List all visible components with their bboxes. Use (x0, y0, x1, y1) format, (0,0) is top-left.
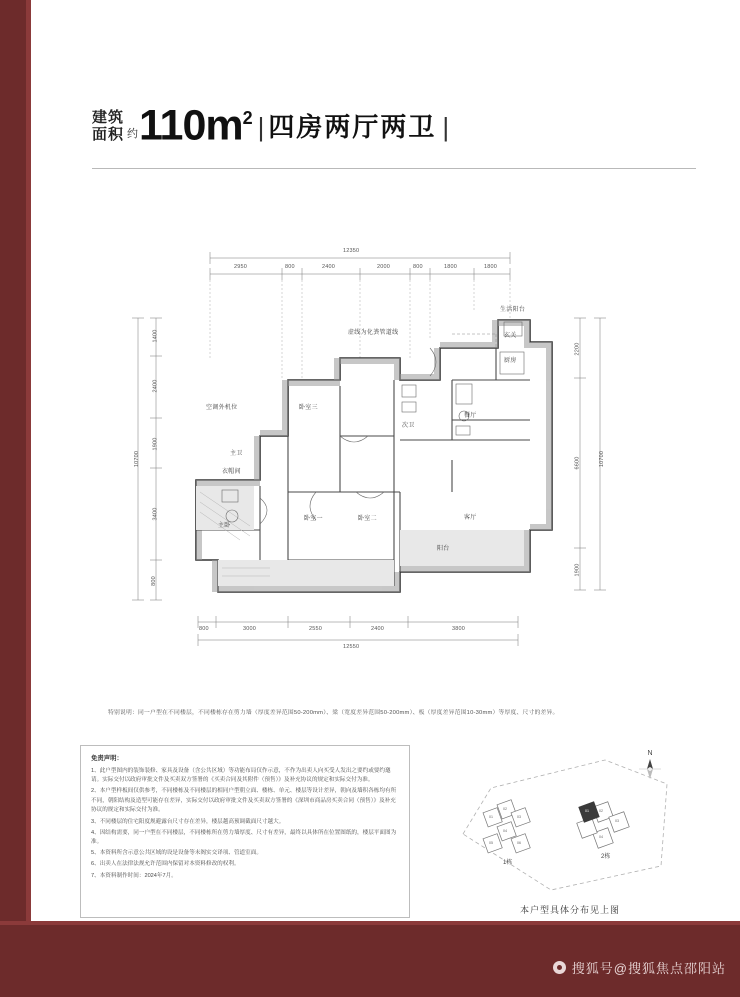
dim-left-3: 3400 (152, 507, 159, 521)
watermark (553, 958, 726, 977)
area-label-line1: 建筑 (92, 109, 125, 127)
svg-text:06: 06 (517, 841, 521, 845)
disclaimer-box (80, 745, 410, 918)
svg-text:02: 02 (599, 809, 603, 813)
dim-bottom-0: 800 (199, 626, 209, 632)
title-separator-left: | (257, 112, 265, 143)
page-title (92, 96, 453, 150)
approx-label: 约 (127, 128, 139, 141)
svg-text:02: 02 (503, 807, 507, 811)
north-label: N (647, 750, 653, 757)
key-plan (455, 748, 685, 923)
room-label-second-bath: 次卫 (402, 423, 415, 429)
disclaimer-item: 3、不同楼层的住宅阳度规避露台尺寸存在差异，楼层越高预调截面尺寸越大。 (91, 818, 285, 825)
svg-text:01: 01 (489, 815, 493, 819)
area-label-line2: 面积 (92, 126, 125, 144)
room-label-dining: 餐厅 (464, 413, 477, 419)
floorplan-svg (100, 230, 660, 670)
dim-top-3: 2000 (377, 264, 391, 270)
dim-bottom-2: 2550 (309, 626, 323, 632)
floorplan-drawing (100, 230, 660, 670)
title-separator-right: | (442, 112, 450, 143)
room-count-label: 四房两厅两卫 (268, 112, 437, 143)
dim-bottom-1: 3000 (243, 626, 257, 632)
room-label-balcony: 阳台 (437, 546, 450, 552)
dim-left-total: 10700 (134, 450, 141, 468)
north-arrow-icon (637, 757, 663, 781)
svg-text:05: 05 (489, 841, 493, 845)
disclaimer-item: 1、此户型图内的装饰装修、家具及设备（含公共区域）等功能布局仅作示意，不作为出卖人向买受人发出之要约或要约邀请。实际交付以政府审批文件及买卖双方签署的《买卖合同及其附件（预售）》及补充协议的规定和实际交付为准。 (91, 767, 391, 784)
area-number: 110 (139, 101, 206, 150)
svg-text:03: 03 (517, 815, 521, 819)
dim-top-2: 2400 (322, 264, 336, 270)
area-value (139, 96, 252, 150)
dim-top-0: 2950 (234, 264, 248, 270)
disclaimer-item: 7、本资料制作时间：2024年7月。 (91, 872, 177, 879)
left-accent-bar-highlight (26, 0, 31, 997)
dim-right-total: 10700 (599, 450, 606, 468)
room-label-bedroom-3: 卧室三 (299, 405, 318, 411)
dim-bottom-3: 2400 (371, 626, 385, 632)
room-label-sewer-pipe-note: 虚线为化粪管道线 (348, 330, 399, 336)
area-unit-exponent: 2 (242, 108, 252, 128)
svg-text:03: 03 (615, 819, 619, 823)
dim-top-1: 800 (285, 264, 295, 270)
disclaimer-title: 免责声明： (91, 755, 123, 762)
room-label-master-bath: 主卫 (230, 451, 243, 457)
room-label-bedroom-1: 卧室一 (304, 516, 323, 522)
left-accent-bar (0, 0, 26, 997)
room-label-foyer: 玄关 (504, 333, 517, 339)
bottom-accent-bar (0, 925, 740, 997)
header-divider (92, 168, 696, 169)
dim-top-4: 800 (413, 264, 423, 270)
disclaimer-item: 4、因结构需要，同一户型在不同楼层，不同楼栋所在剪力墙厚度、尺寸有差异，最终以具体所在位置图纸的，楼层平面图为准。 (91, 829, 397, 846)
area-unit: m (205, 101, 243, 150)
sohu-logo-icon (553, 961, 566, 974)
dim-right-0: 2200 (574, 342, 581, 356)
disclaimer-item: 5、本资料所含示意公共区域的设是设备等未阁实交译项、管道室面。 (91, 850, 262, 857)
dim-right-1: 6600 (574, 456, 581, 470)
room-label-service-balcony: 生活阳台 (500, 307, 526, 313)
disclaimer-item: 6、出卖人在法律法规允许范围内保留对本资料修改的权利。 (91, 861, 240, 868)
disclaimer-item: 2、本户型样板间仅供参考，不同楼栋及不同楼层的相同户型朝立面、楼栋、单元、楼层等设计差异，朝向及墙积各栋均有所不同，朝阳结构及造型可能存在差异，实际交付以政府审批文件及买卖双方签署的《深圳市商品房买卖合同（预售）》及补充协议的规定和实际交付为准。 (91, 788, 397, 814)
tower-label-1: 1栋 (503, 860, 513, 866)
tower-label-2: 2栋 (601, 854, 611, 860)
watermark-text: 搜狐号@搜狐焦点邵阳站 (571, 961, 726, 976)
dim-top-5: 1800 (444, 264, 458, 270)
north-arrow (637, 750, 663, 784)
key-plan-caption: 本户型具体分布见上图 (519, 905, 620, 915)
room-label-walk-in-closet: 衣帽间 (222, 469, 241, 475)
dim-bottom-4: 3800 (452, 626, 466, 632)
dim-right-2: 1900 (574, 563, 581, 577)
room-label-ac-unit-position: 空调外机位 (206, 405, 238, 411)
dim-left-2: 1900 (152, 437, 159, 451)
dim-top-6: 1800 (484, 264, 498, 270)
dim-top-total: 12350 (343, 248, 360, 254)
dim-left-1: 2400 (152, 379, 159, 393)
plan-note: 特别说明：同一户型在不同楼层，不同楼栋存在剪力墙（厚度差异范围50-200mm）、梁（宽度差异范围50-200mm）、板（厚度差异范围10-30mm）等厚度、尺寸的差异。 (108, 710, 559, 716)
room-label-living: 客厅 (464, 515, 477, 521)
room-label-kitchen: 厨房 (504, 358, 517, 364)
svg-text:04: 04 (503, 829, 507, 833)
room-label-bedroom-2: 卧室二 (358, 516, 377, 522)
area-label (92, 109, 124, 147)
svg-text:04: 04 (599, 835, 603, 839)
dim-left-4: 800 (150, 576, 157, 586)
dim-left-0: 1400 (152, 329, 159, 343)
room-label-master-bedroom: 主卧 (218, 523, 231, 529)
svg-text:01: 01 (585, 809, 589, 813)
dim-bottom-total: 12550 (343, 644, 360, 650)
